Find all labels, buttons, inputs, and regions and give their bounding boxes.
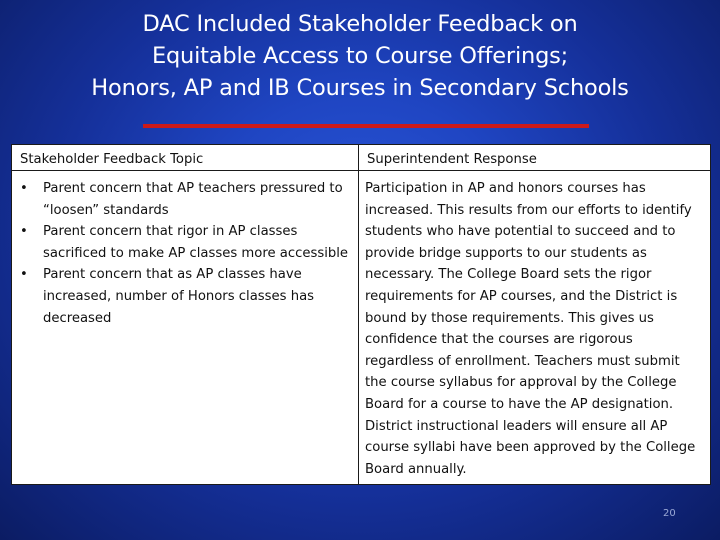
bullet-icon: • — [20, 181, 28, 196]
response-cell — [359, 171, 711, 485]
title-line-1: DAC Included Stakeholder Feedback on — [142, 11, 578, 37]
feedback-text: Parent concern that rigor in AP classes sacrificed to make AP classes more accessible — [43, 224, 349, 261]
header-stakeholder-feedback-topic: Stakeholder Feedback Topic — [12, 145, 359, 171]
feedback-text: Parent concern that as AP classes have increased, number of Honors classes has decreased — [43, 267, 315, 326]
list-item — [18, 178, 352, 221]
table-header-row — [12, 145, 711, 171]
title-line-2: Equitable Access to Course Offerings; — [151, 43, 569, 69]
slide-title — [40, 8, 680, 104]
page-number: 20 — [663, 508, 676, 519]
title-divider — [143, 124, 589, 128]
feedback-cell — [12, 171, 359, 485]
bullet-icon: • — [20, 224, 28, 240]
feedback-list — [18, 178, 352, 329]
bullet-icon: • — [20, 267, 28, 283]
feedback-table — [11, 144, 711, 485]
list-item — [18, 221, 352, 264]
table-row — [12, 171, 711, 485]
list-item — [18, 264, 352, 329]
header-superintendent-response: Superintendent Response — [359, 145, 711, 171]
response-text: Participation in AP and honors courses has increased. This results from our efforts to identify students who have potential to succeed and to provide bridge supports to our students as necessary. The College Board sets the rigor requirements for AP courses, and the District is bound by those requirements. This gives us confidence that the courses are rigorous regardless of enrollment. Teachers must submit the course syllabus for approval by the College Board for a course to have the AP designation. District instructional leaders will ensure all AP course syllabi have been approved by the College Board annually. — [365, 181, 696, 477]
title-line-3: Honors, AP and IB Courses in Secondary Schools — [91, 75, 629, 101]
feedback-text: Parent concern that AP teachers pressured to “loosen” standards — [43, 181, 343, 218]
